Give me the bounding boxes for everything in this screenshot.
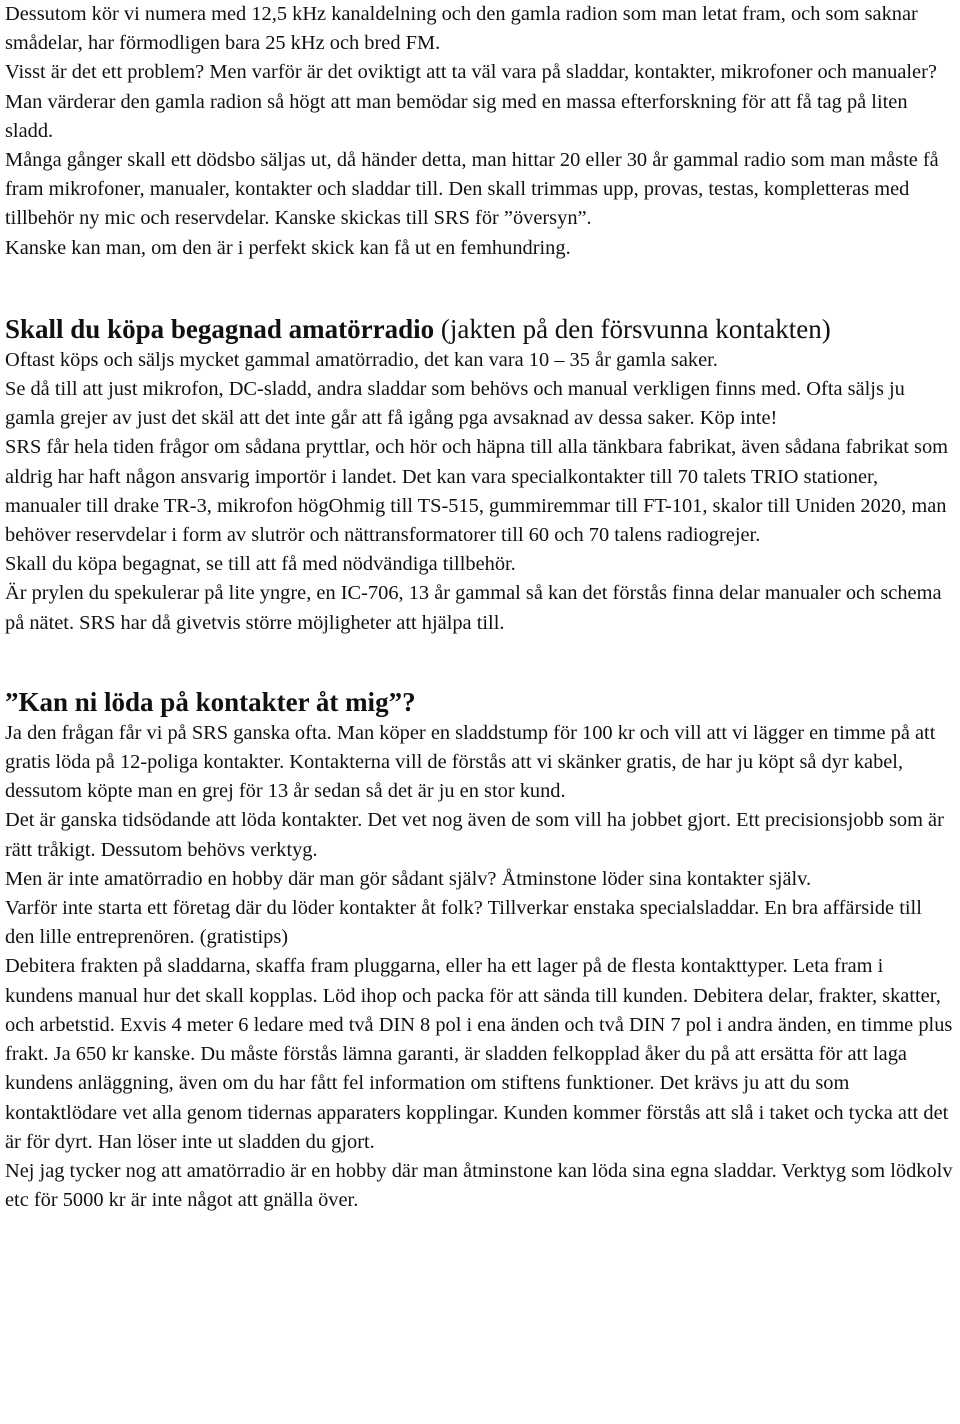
section2-paragraph-2: Det är ganska tidsödande att löda kontakter. Det vet nog även de som vill ha jobbet gjort. Ett precisionsjobb som är rätt tråkigt. Dessutom behövs verktyg.: [5, 809, 944, 861]
section2-paragraph-5: Debitera frakten på sladdarna, skaffa fram pluggarna, eller ha ett lager på de flesta kontakttyper. Leta fram i kundens manual hur det skall kopplas. Löd ihop och packa för att sända till kunden. Debitera delar, frakter, skatter, och arbetstid. Exvis 4 meter 6 ledare med två DIN 8 pol i ena änden och två DIN 7 pol i andra änden, en timme plus frakt. Ja 650 kr kanske. Du måste förstås lämna garanti, är sladden felkopplad åker du på att ersätta för att laga kundens anläggning, även om du har fått fel information om stiftens funktioner. Det krävs ju att du som kontaktlödare vet alla genom tidernas apparaters kopplingar. Kunden kommer förstås att slå i taket och tycka att det är för dyrt. Han löser inte ut sladden du gjort.: [5, 955, 953, 1153]
section2-paragraph-1: Ja den frågan får vi på SRS ganska ofta. Man köper en sladdstump för 100 kr och vill att vi lägger en timme på att gratis löda på 12-poliga kontakter. Kontakterna vill de förstås att vi skänker gratis, de har ju köpt så dyr kabel, dessutom köpte man en grej för 13 år sedan så det är ju en stor kund.: [5, 721, 936, 803]
section2-paragraph-6: Nej jag tycker nog att amatörradio är en hobby där man åtminstone kan löda sina egna sladdar. Verktyg som lödkolv etc för 5000 kr är inte något att gnälla över.: [5, 1159, 953, 1212]
section-heading-subtitle: (jakten på den försvunna kontakten): [434, 313, 831, 344]
intro-paragraph-4: Kanske kan man, om den är i perfekt skick kan få ut en femhundring.: [5, 236, 571, 259]
document-page: [5, 0, 955, 1215]
section-soldering: [5, 685, 955, 1215]
section-heading-soldering: ”Kan ni löda på kontakter åt mig”?: [5, 686, 416, 717]
section1-paragraph-1: Oftast köps och säljs mycket gammal amatörradio, det kan vara 10 – 35 år gamla saker.: [5, 348, 718, 371]
section1-paragraph-3: SRS får hela tiden frågor om sådana pryttlar, och hör och häpna till alla tänkbara fabrikat, även sådana fabrikat som aldrig har haft någon ansvarig importör i landet. Det kan vara specialkontakter till 70 talets TRIO stationer, manualer till drake TR-3, mikrofon högOhmig till TS-515, gummiremmar till FT-101, skalor till Uniden 2020, man behöver reservdelar i form av slutrör och nättransformatorer till 60 och 70 talens radiogrejer.: [5, 436, 949, 547]
intro-paragraph-1: Dessutom kör vi numera med 12,5 kHz kanaldelning och den gamla radion som man letat fram, och som saknar smådelar, har förmodligen bara 25 kHz och bred FM.: [5, 3, 918, 55]
intro-paragraph-3: Många gånger skall ett dödsbo säljas ut, då händer detta, man hittar 20 eller 30 år gammal radio som man måste få fram mikrofoner, manualer, kontakter och sladdar till. Den skall trimmas upp, provas, testas, kompletteras med tillbehör ny mic och reservdelar. Kanske skickas till SRS för ”översyn”.: [5, 149, 939, 230]
section2-paragraph-4: Varför inte starta ett företag där du löder kontakter åt folk? Tillverkar enstaka specialsladdar. En bra affärside till den lille entreprenören. (gratistips): [5, 897, 922, 949]
section1-paragraph-2: Se då till att just mikrofon, DC-sladd, andra sladdar som behövs och manual verkligen finns med. Ofta säljs ju gamla grejer av just det skäl att det inte går att få igång pga avsaknad av dessa saker. Köp inte!: [5, 378, 905, 430]
section1-paragraph-5: Är prylen du spekulerar på lite yngre, en IC-706, 13 år gammal så kan det förstås finna delar manualer och schema på nätet. SRS har då givetvis större möjligheter att hjälpa till.: [5, 582, 942, 634]
intro-section: [5, 0, 955, 263]
section-used-radio: [5, 312, 955, 638]
section1-paragraph-4: Skall du köpa begagnat, se till att få med nödvändiga tillbehör.: [5, 553, 516, 576]
section-heading-used-radio: [5, 312, 955, 346]
section-heading-bold: Skall du köpa begagnad amatörradio: [5, 313, 435, 344]
intro-paragraph-2: Visst är det ett problem? Men varför är det oviktigt att ta väl vara på sladdar, kontakter, mikrofoner och manualer? Man värderar den gamla radion så högt att man bemödar sig med en massa efterforskning för att få tag på liten sladd.: [5, 61, 937, 142]
section2-paragraph-3: Men är inte amatörradio en hobby där man gör sådant själv? Åtminstone löder sina kontakter själv.: [5, 867, 812, 890]
